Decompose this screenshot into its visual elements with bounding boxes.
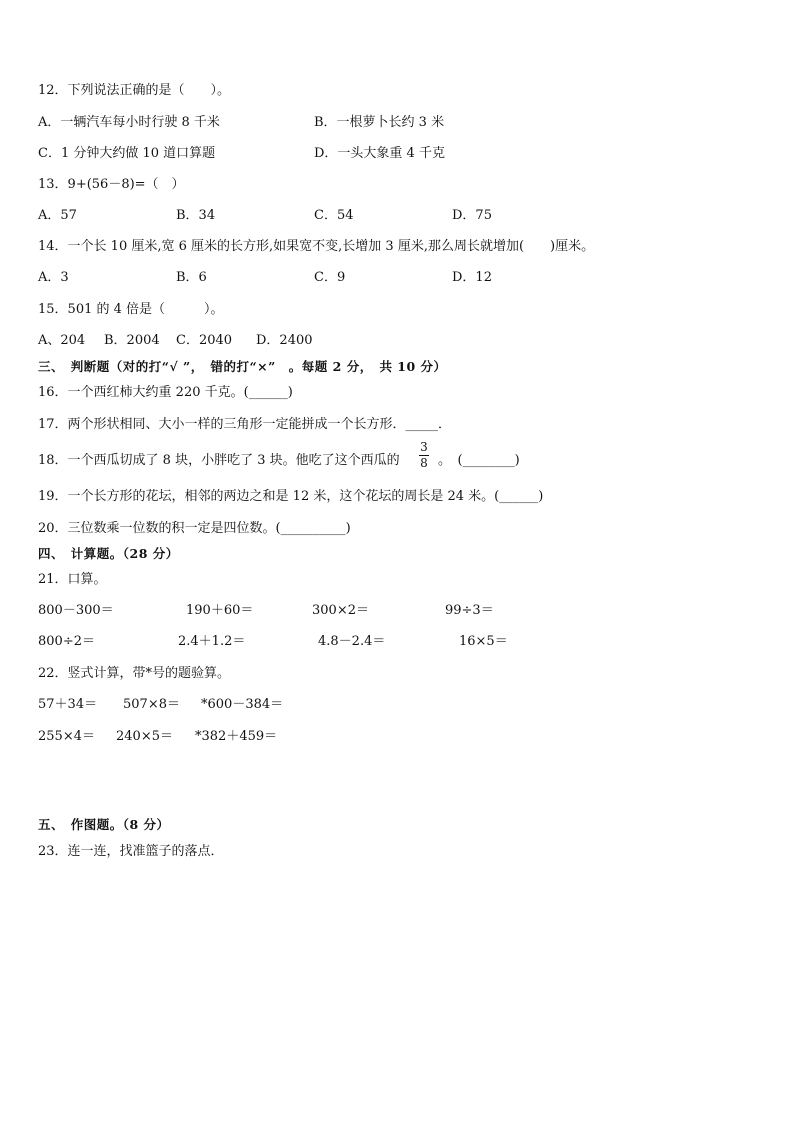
q15-stem: 15．501 的 4 倍是（ ）。 <box>38 302 224 317</box>
q13-option-b: B．34 <box>176 208 216 223</box>
q13-option-c: C．54 <box>314 208 354 223</box>
q13-option-a: A．57 <box>38 208 77 223</box>
q21-expr: 99÷3＝ <box>445 603 494 618</box>
q14-option-a: A．3 <box>38 270 69 285</box>
q22-expr: *600－384＝ <box>201 697 284 712</box>
q21-expr: 800－300＝ <box>38 603 114 618</box>
q21-expr: 800÷2＝ <box>38 634 95 649</box>
q16-statement: 16．一个西红柿大约重 220 千克。(______) <box>38 385 293 400</box>
q21-expr: 16×5＝ <box>459 634 508 649</box>
q21-expr: 4.8－2.4＝ <box>318 634 386 649</box>
q15-option-a: A、204 <box>38 333 86 348</box>
q12-option-c: C．1 分钟大约做 10 道口算题 <box>38 146 216 161</box>
q12-stem: 12．下列说法正确的是（ ）。 <box>38 83 231 98</box>
q14-option-c: C．9 <box>314 270 346 285</box>
q15-option-b: B．2004 <box>104 333 160 348</box>
q22-expr: 255×4＝ <box>38 729 95 744</box>
q22-expr: 240×5＝ <box>116 729 173 744</box>
q15-option-c: C．2040 <box>176 333 233 348</box>
q14-option-b: B．6 <box>176 270 207 285</box>
q18-text-after: 。 (________) <box>438 453 520 468</box>
q22-expr: 57＋34＝ <box>38 697 98 712</box>
q20-statement: 20．三位数乘一位数的积一定是四位数。(__________) <box>38 521 351 536</box>
q21-expr: 190＋60＝ <box>186 603 254 618</box>
q12-option-d: D．一头大象重 4 千克 <box>314 146 445 161</box>
q12-option-a: A．一辆汽车每小时行驶 8 千米 <box>38 115 220 130</box>
section-4-heading: 四、 计算题。（28 分） <box>38 546 179 561</box>
q17-statement: 17．两个形状相同、大小一样的三角形一定能拼成一个长方形．_____． <box>38 417 452 432</box>
section-5-heading: 五、 作图题。（8 分） <box>38 817 170 832</box>
q21-expr: 2.4＋1.2＝ <box>178 634 246 649</box>
q18-text-before: 18．一个西瓜切成了 8 块，小胖吃了 3 块。他吃了这个西瓜的 <box>38 453 400 468</box>
q21-expr: 300×2＝ <box>312 603 369 618</box>
q12-option-b: B．一根萝卜长约 3 米 <box>314 115 445 130</box>
q19-statement: 19．一个长方形的花坛，相邻的两边之和是 12 米，这个花坛的周长是 24 米。(______) <box>38 489 544 504</box>
q22-expr: *382＋459＝ <box>195 729 278 744</box>
q22-expr: 507×8＝ <box>123 697 180 712</box>
section-3-heading: 三、 判断题（对的打“√ ”， 错的打“×” 。每题 2 分， 共 10 分） <box>38 359 447 374</box>
q22-stem: 22．竖式计算，带*号的题验算。 <box>38 666 231 681</box>
fraction-denominator: 8 <box>420 456 428 470</box>
q15-option-d: D．2400 <box>256 333 313 348</box>
q23-stem: 23．连一连，找准篮子的落点． <box>38 844 224 859</box>
q14-stem: 14．一个长 10 厘米,宽 6 厘米的长方形,如果宽不变,长增加 3 厘米,那么周长就增加( )厘米。 <box>38 239 595 254</box>
fraction-numerator: 3 <box>420 440 428 454</box>
q21-stem: 21．口算。 <box>38 572 107 587</box>
q13-stem: 13．9+(56－8)=（ ） <box>38 177 185 192</box>
q14-option-d: D．12 <box>452 270 492 285</box>
q13-option-d: D．75 <box>452 208 492 223</box>
fraction-three-eighths <box>417 441 431 470</box>
